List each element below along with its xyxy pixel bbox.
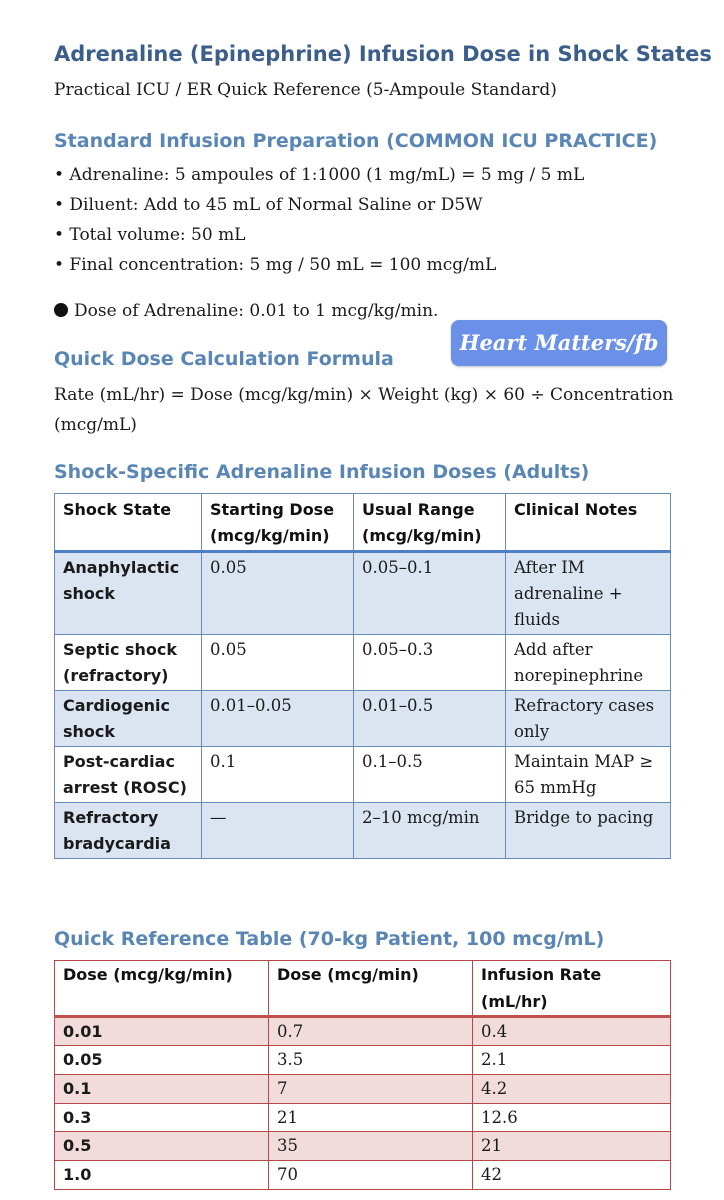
formula-text: Rate (mL/hr) = Dose (mcg/kg/min) × Weight (kg) × 60 ÷ Concentration (mcg/mL) <box>54 385 674 435</box>
table-cell: 2–10 mcg/min <box>354 803 506 859</box>
table-row <box>55 1104 671 1132</box>
table-cell: 0.05 <box>202 552 354 635</box>
table-row <box>55 747 671 803</box>
list-item: • Diluent: Add to 45 mL of Normal Saline or D5W <box>54 195 483 215</box>
column-header: Shock State <box>55 494 202 552</box>
column-header: Starting Dose (mcg/kg/min) <box>202 494 354 552</box>
quick-reference-table <box>54 960 671 1190</box>
table-header-row <box>55 961 671 1017</box>
table-row <box>55 1017 671 1046</box>
dose-note-text: Dose of Adrenaline: 0.01 to 1 mcg/kg/min. <box>74 301 439 321</box>
table-cell: 3.5 <box>269 1046 473 1075</box>
table-cell: 12.6 <box>473 1104 671 1132</box>
table-cell: 0.01–0.5 <box>354 691 506 747</box>
list-item: • Total volume: 50 mL <box>54 225 246 245</box>
watermark-badge: Heart Matters/fb <box>451 320 667 366</box>
table-cell: Anaphylactic shock <box>55 552 202 635</box>
table-cell: 21 <box>473 1132 671 1161</box>
table-row <box>55 552 671 635</box>
table-header-row <box>55 494 671 552</box>
table-cell: 0.05–0.3 <box>354 635 506 691</box>
table-cell: 4.2 <box>473 1075 671 1104</box>
table-cell: Septic shock (refractory) <box>55 635 202 691</box>
page-title: Adrenaline (Epinephrine) Infusion Dose in Shock States <box>54 42 712 66</box>
table-cell: 1.0 <box>55 1161 269 1190</box>
ref-table-heading: Quick Reference Table (70-kg Patient, 100 mcg/mL) <box>54 928 605 950</box>
table-cell: 0.01 <box>55 1017 269 1046</box>
table-cell: Refractory cases only <box>506 691 671 747</box>
list-item: • Adrenaline: 5 ampoules of 1:1000 (1 mg/mL) = 5 mg / 5 mL <box>54 165 585 185</box>
table-cell: Add after norepinephrine <box>506 635 671 691</box>
list-item: • Final concentration: 5 mg / 50 mL = 100 mcg/mL <box>54 255 497 275</box>
table-cell: 0.05 <box>202 635 354 691</box>
table-row <box>55 635 671 691</box>
shock-table-heading: Shock-Specific Adrenaline Infusion Doses (Adults) <box>54 461 590 483</box>
table-cell: 0.1 <box>202 747 354 803</box>
table-cell: After IM adrenaline + fluids <box>506 552 671 635</box>
formula-heading: Quick Dose Calculation Formula <box>54 348 394 370</box>
column-header: Infusion Rate (mL/hr) <box>473 961 671 1017</box>
table-cell: 0.1 <box>55 1075 269 1104</box>
table-cell: 2.1 <box>473 1046 671 1075</box>
table-cell: 42 <box>473 1161 671 1190</box>
table-cell: 70 <box>269 1161 473 1190</box>
table-cell: Maintain MAP ≥ 65 mmHg <box>506 747 671 803</box>
table-cell: Bridge to pacing <box>506 803 671 859</box>
table-cell: Post-cardiac arrest (ROSC) <box>55 747 202 803</box>
column-header: Clinical Notes <box>506 494 671 552</box>
preparation-heading: Standard Infusion Preparation (COMMON ICU PRACTICE) <box>54 130 658 152</box>
table-cell: 21 <box>269 1104 473 1132</box>
table-cell: 7 <box>269 1075 473 1104</box>
table-row <box>55 1132 671 1161</box>
table-cell: 0.01–0.05 <box>202 691 354 747</box>
table-row <box>55 1046 671 1075</box>
bullet-dot-icon <box>54 303 68 317</box>
table-cell: — <box>202 803 354 859</box>
table-cell: 0.3 <box>55 1104 269 1132</box>
table-cell: 0.1–0.5 <box>354 747 506 803</box>
table-row <box>55 1161 671 1190</box>
table-cell: 0.05 <box>55 1046 269 1075</box>
shock-dose-table <box>54 493 671 859</box>
table-cell: 0.4 <box>473 1017 671 1046</box>
table-cell: 0.05–0.1 <box>354 552 506 635</box>
preparation-list <box>54 162 584 282</box>
column-header: Dose (mcg/min) <box>269 961 473 1017</box>
table-row <box>55 691 671 747</box>
table-cell: Refractory bradycardia <box>55 803 202 859</box>
table-row <box>55 803 671 859</box>
table-cell: 0.5 <box>55 1132 269 1161</box>
column-header: Dose (mcg/kg/min) <box>55 961 269 1017</box>
table-cell: 0.7 <box>269 1017 473 1046</box>
table-cell: Cardiogenic shock <box>55 691 202 747</box>
table-cell: 35 <box>269 1132 473 1161</box>
table-row <box>55 1075 671 1104</box>
dose-note <box>54 298 438 324</box>
column-header: Usual Range (mcg/kg/min) <box>354 494 506 552</box>
page-subtitle: Practical ICU / ER Quick Reference (5-Ampoule Standard) <box>54 80 557 100</box>
